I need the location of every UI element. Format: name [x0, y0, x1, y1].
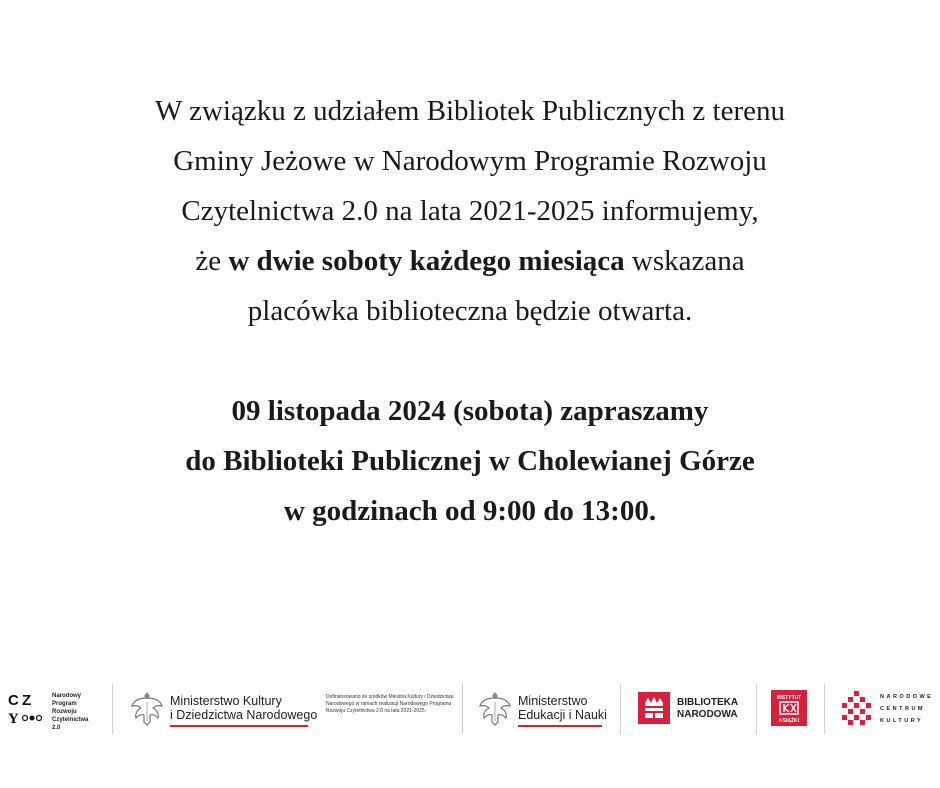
- mkidn-name-line: Ministerstwo Kultury: [170, 694, 282, 708]
- logo-divider: [462, 684, 463, 734]
- nck-name-line: CENTRUM: [880, 706, 925, 712]
- notice-text: wskazana: [624, 245, 745, 277]
- cofunding-note: Dofinansowano ze środków Ministra Kultury i Dziedzictwa Narodowego w ramach realizacji Narodowego Programu Rozwoju Czytelnictwa 2.0 na lata 2021-2025.: [326, 694, 454, 714]
- nprcz-name-line: Czytelnictwa: [52, 717, 89, 723]
- mein-name-line: Edukacji i Nauki: [518, 708, 607, 722]
- bn-name: [677, 697, 738, 721]
- mein-accent-line: [518, 725, 602, 727]
- mkidn-accent-line: [170, 725, 308, 727]
- nprcz-name-line: Program: [52, 701, 77, 707]
- svg-text:C: C: [8, 692, 19, 709]
- mkidn-name-line: i Dziedzictwa Narodowego: [170, 708, 318, 722]
- nprcz-name-line: Narodowy: [52, 693, 82, 699]
- notice-line: Gminy Jeżowe w Narodowym Programie Rozwoju: [173, 145, 767, 177]
- logo-divider: [620, 684, 621, 734]
- nck-name: [880, 691, 936, 727]
- svg-text:Z: Z: [22, 692, 32, 709]
- nprcz-name: [52, 692, 112, 732]
- notice-paragraph: [0, 86, 940, 336]
- event-place-line: do Biblioteki Publicznej w Cholewianej Górze: [185, 445, 755, 477]
- bn-name-line: NARODOWA: [677, 709, 738, 720]
- event-hours-line: w godzinach od 9:00 do 13:00.: [283, 495, 657, 527]
- notice-line: placówka biblioteczna będzie otwarta.: [247, 295, 693, 327]
- instytut-ksiazki-mark-icon: [771, 690, 807, 726]
- nprcz-mark-icon: [8, 690, 42, 726]
- logo-divider: [756, 684, 757, 734]
- event-announcement: [0, 386, 940, 536]
- eagle-emblem-icon: [130, 688, 164, 728]
- notice-line: Czytelnictwa 2.0 na lata 2021-2025 informujemy,: [181, 195, 759, 227]
- eagle-emblem-icon: [478, 688, 512, 728]
- notice-line: [0, 236, 940, 286]
- notice-emphasis: w dwie soboty każdego miesiąca: [228, 245, 625, 277]
- ik-label-top: INSTYTUT: [776, 695, 802, 701]
- mein-name: [518, 694, 607, 722]
- event-date-line: 09 listopada 2024 (sobota) zapraszamy: [231, 395, 709, 427]
- crown-book-icon: [638, 692, 670, 724]
- nprcz-name-line: 2.0: [52, 725, 61, 731]
- bn-name-line: BIBLIOTEKA: [677, 697, 739, 708]
- mkidn-name: [170, 694, 317, 722]
- mein-name-line: Ministerstwo: [518, 694, 588, 708]
- nck-name-line: KULTURY: [880, 718, 924, 724]
- sponsor-logos-bar: [0, 676, 940, 746]
- nprcz-name-line: Rozwoju: [52, 709, 77, 715]
- svg-text:Y: Y: [8, 711, 19, 726]
- notice-text: że: [195, 245, 229, 277]
- nck-pixel-mark-icon: [840, 691, 874, 725]
- logo-divider: [112, 684, 113, 734]
- logo-divider: [824, 684, 825, 734]
- nck-name-line: NARODOWE: [880, 694, 934, 700]
- ik-label-bottom: KSIĄŻKI: [779, 718, 799, 724]
- notice-line: W związku z udziałem Bibliotek Publicznych z terenu: [155, 95, 785, 127]
